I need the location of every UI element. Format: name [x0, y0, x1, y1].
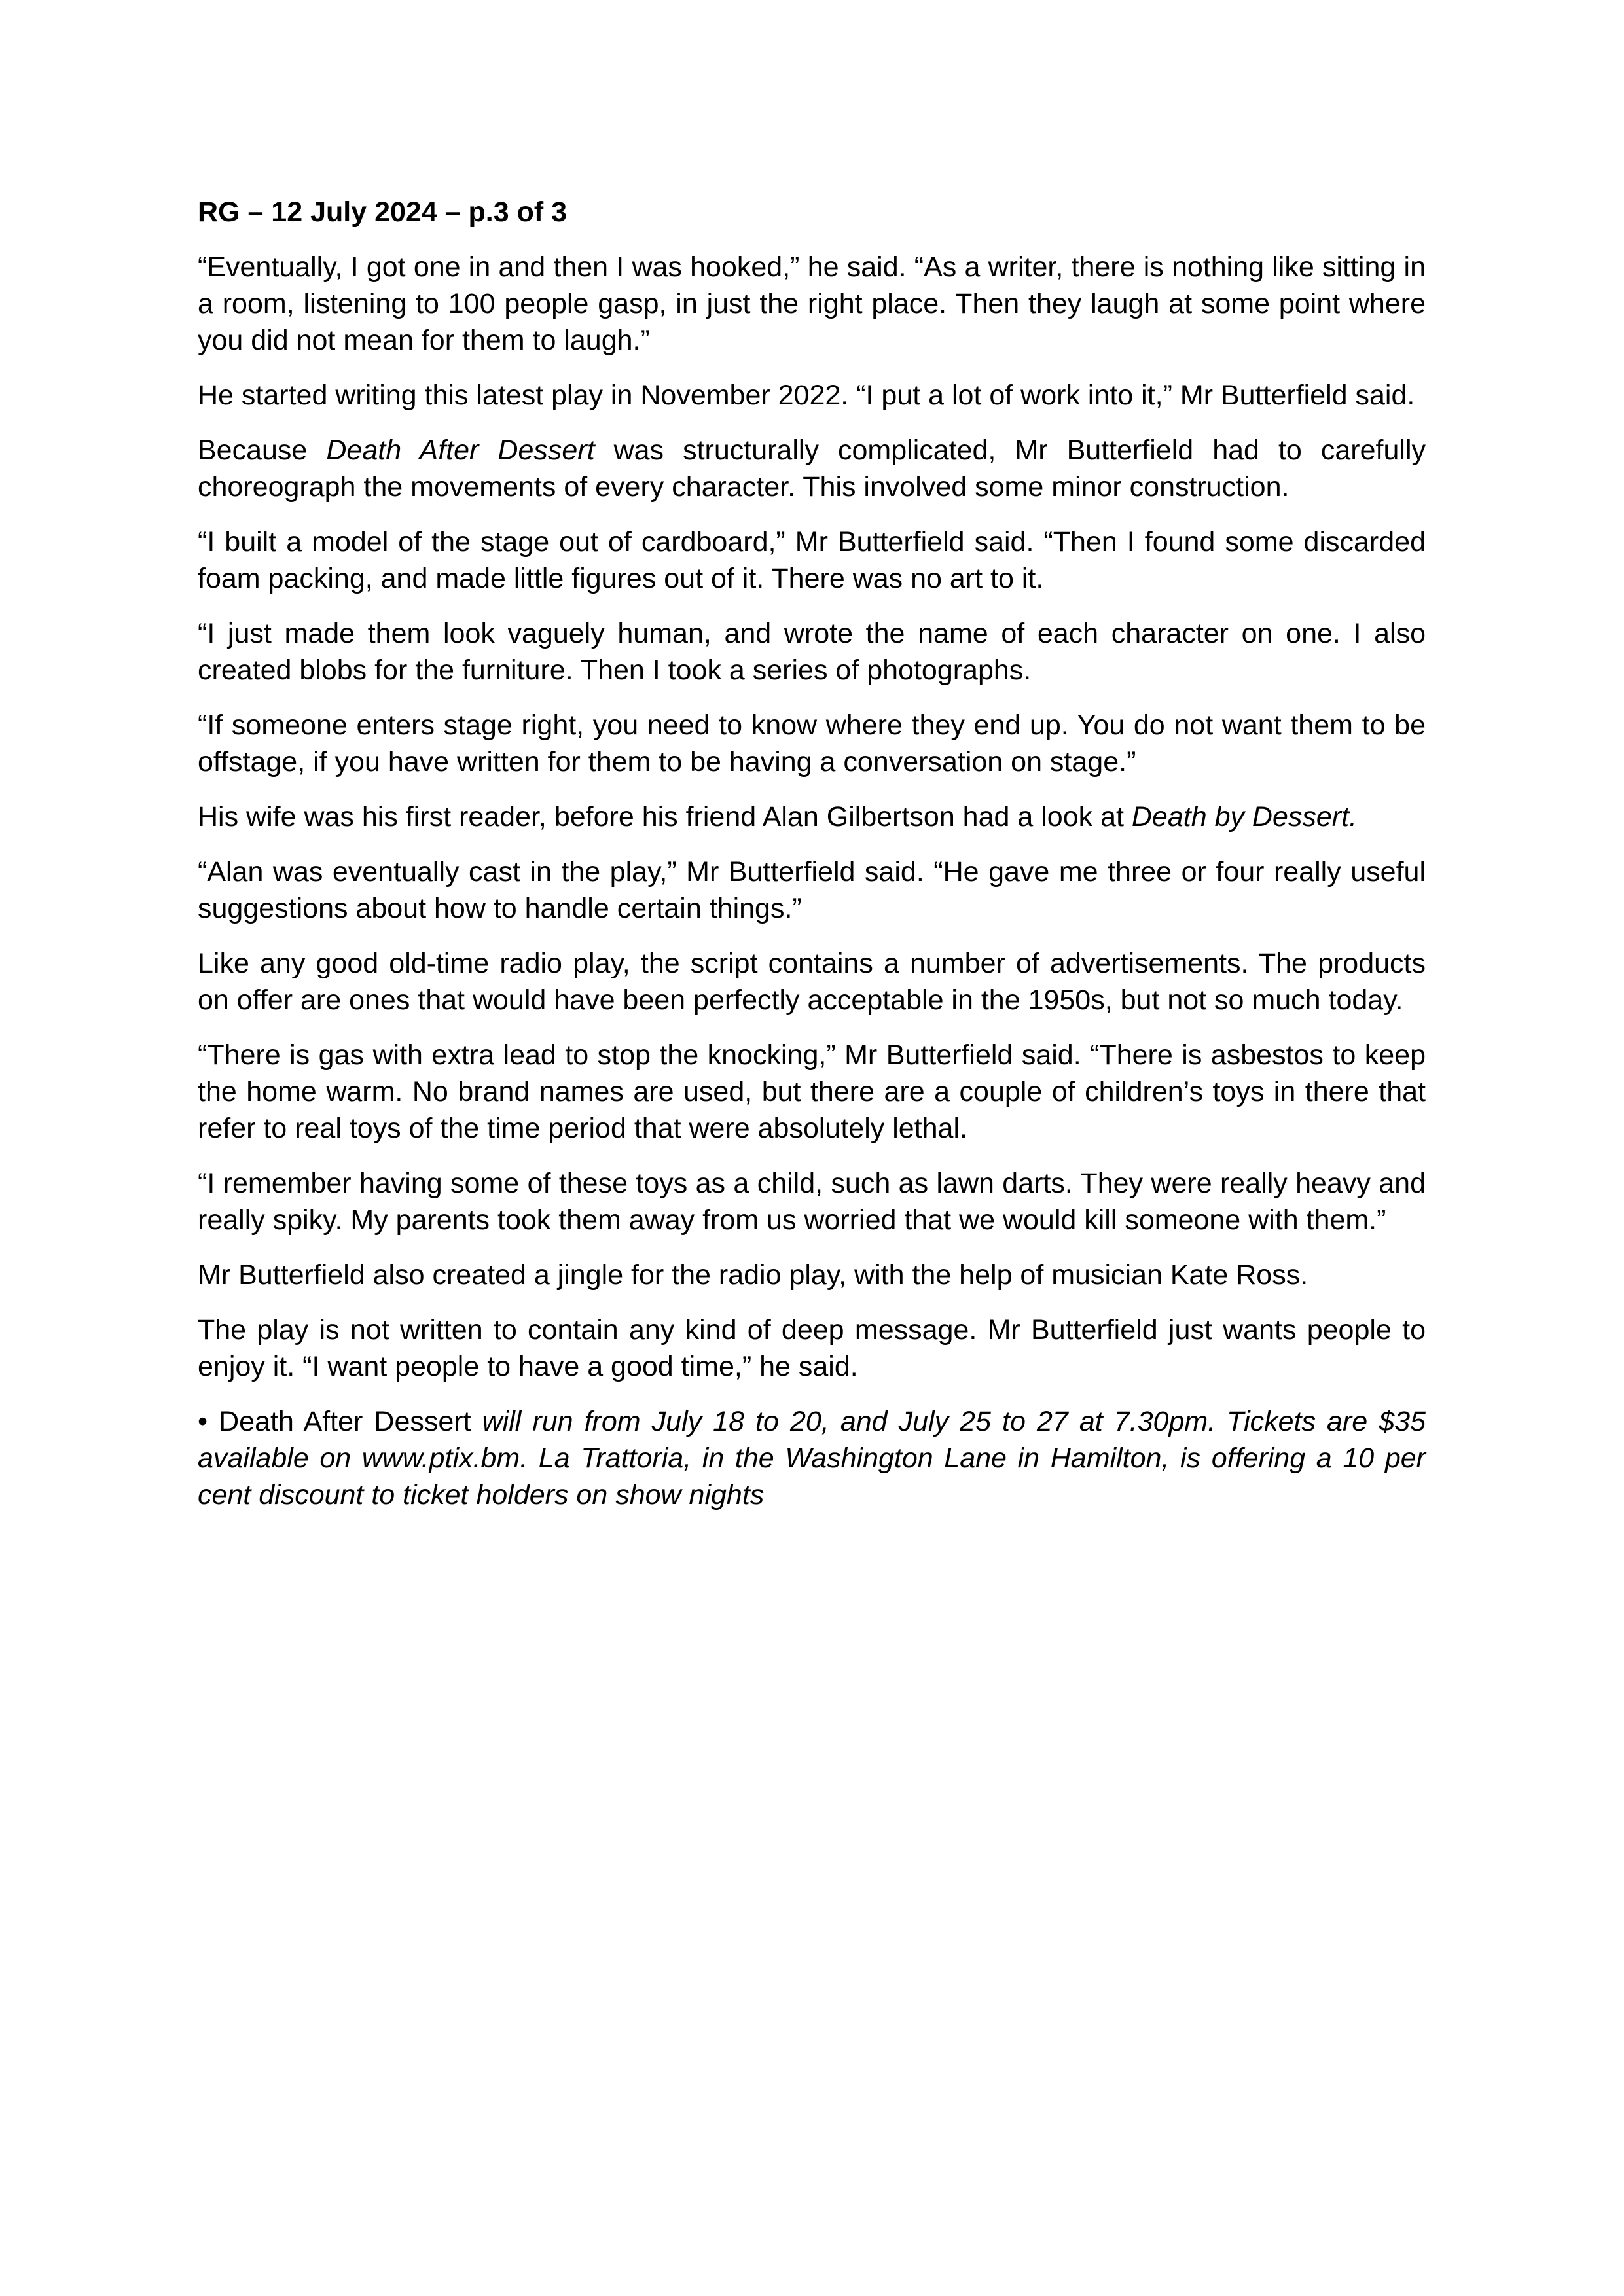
paragraph-2: He started writing this latest play in November 2022. “I put a lot of work into it,” Mr Butterfield said.	[198, 380, 1415, 411]
show-details-text: will run from July 18 to 20, and July 25 to 27 at 7.30pm. Tickets are $35 available on www.ptix.bm. La Trattoria, in the Washington Lane in Hamilton, is offering a 10 per cent discount to ticket holders on show nights	[198, 1406, 1426, 1511]
paragraph-12: Mr Butterfield also created a jingle for the radio play, with the help of musician Kate Ross.	[198, 1259, 1308, 1291]
paragraph-11: “I remember having some of these toys as a child, such as lawn darts. They were really heavy and really spiky. My parents took them away from us worried that we would kill someone with them.”	[198, 1168, 1426, 1236]
paragraph-4: “I built a model of the stage out of cardboard,” Mr Butterfield said. “Then I found some discarded foam packing, and made little figures out of it. There was no art to it.	[198, 526, 1426, 594]
paragraph-8: “Alan was eventually cast in the play,” Mr Butterfield said. “He gave me three or four really useful suggestions about how to handle certain things.”	[198, 856, 1426, 924]
play-title-italic: Death by Dessert.	[1131, 801, 1358, 833]
paragraph-10: “There is gas with extra lead to stop the knocking,” Mr Butterfield said. “There is asbestos to keep the home warm. No brand names are used, but there are a couple of children’s toys in there that refer to real toys of the time period that were absolutely lethal.	[198, 1039, 1426, 1144]
paragraph-7	[198, 798, 1426, 835]
paragraph-13: The play is not written to contain any kind of deep message. Mr Butterfield just wants people to enjoy it. “I want people to have a good time,” he said.	[198, 1314, 1426, 1382]
paragraph-3-post: was structurally complicated, Mr Butterfield had to carefully choreograph the movements of every character. This involved some minor construction.	[198, 435, 1426, 503]
paragraph-9: Like any good old-time radio play, the script contains a number of advertisements. The products on offer are ones that would have been perfectly acceptable in the 1950s, but not so much today.	[198, 948, 1426, 1016]
paragraph-1: “Eventually, I got one in and then I was hooked,” he said. “As a writer, there is nothing like sitting in a room, listening to 100 people gasp, in just the right place. Then they laugh at some point where you did not mean for them to laugh.”	[198, 251, 1426, 356]
paragraph-6: “If someone enters stage right, you need to know where they end up. You do not want them to be offstage, if you have written for them to be having a conversation on stage.”	[198, 709, 1426, 778]
paragraph-3	[198, 432, 1426, 505]
show-details-bullet: • Death After Dessert	[198, 1406, 471, 1437]
paragraph-7-pre: His wife was his first reader, before his friend Alan Gilbertson had a look at	[198, 801, 1132, 833]
paragraph-3-pre: Because	[198, 435, 327, 466]
document-page	[198, 194, 1426, 1532]
page-header: RG – 12 July 2024 – p.3 of 3	[198, 196, 568, 228]
paragraph-5: “I just made them look vaguely human, and wrote the name of each character on one. I also created blobs for the furniture. Then I took a series of photographs.	[198, 618, 1426, 686]
show-details-note	[198, 1403, 1426, 1513]
play-title-italic: Death After Dessert	[326, 435, 595, 466]
